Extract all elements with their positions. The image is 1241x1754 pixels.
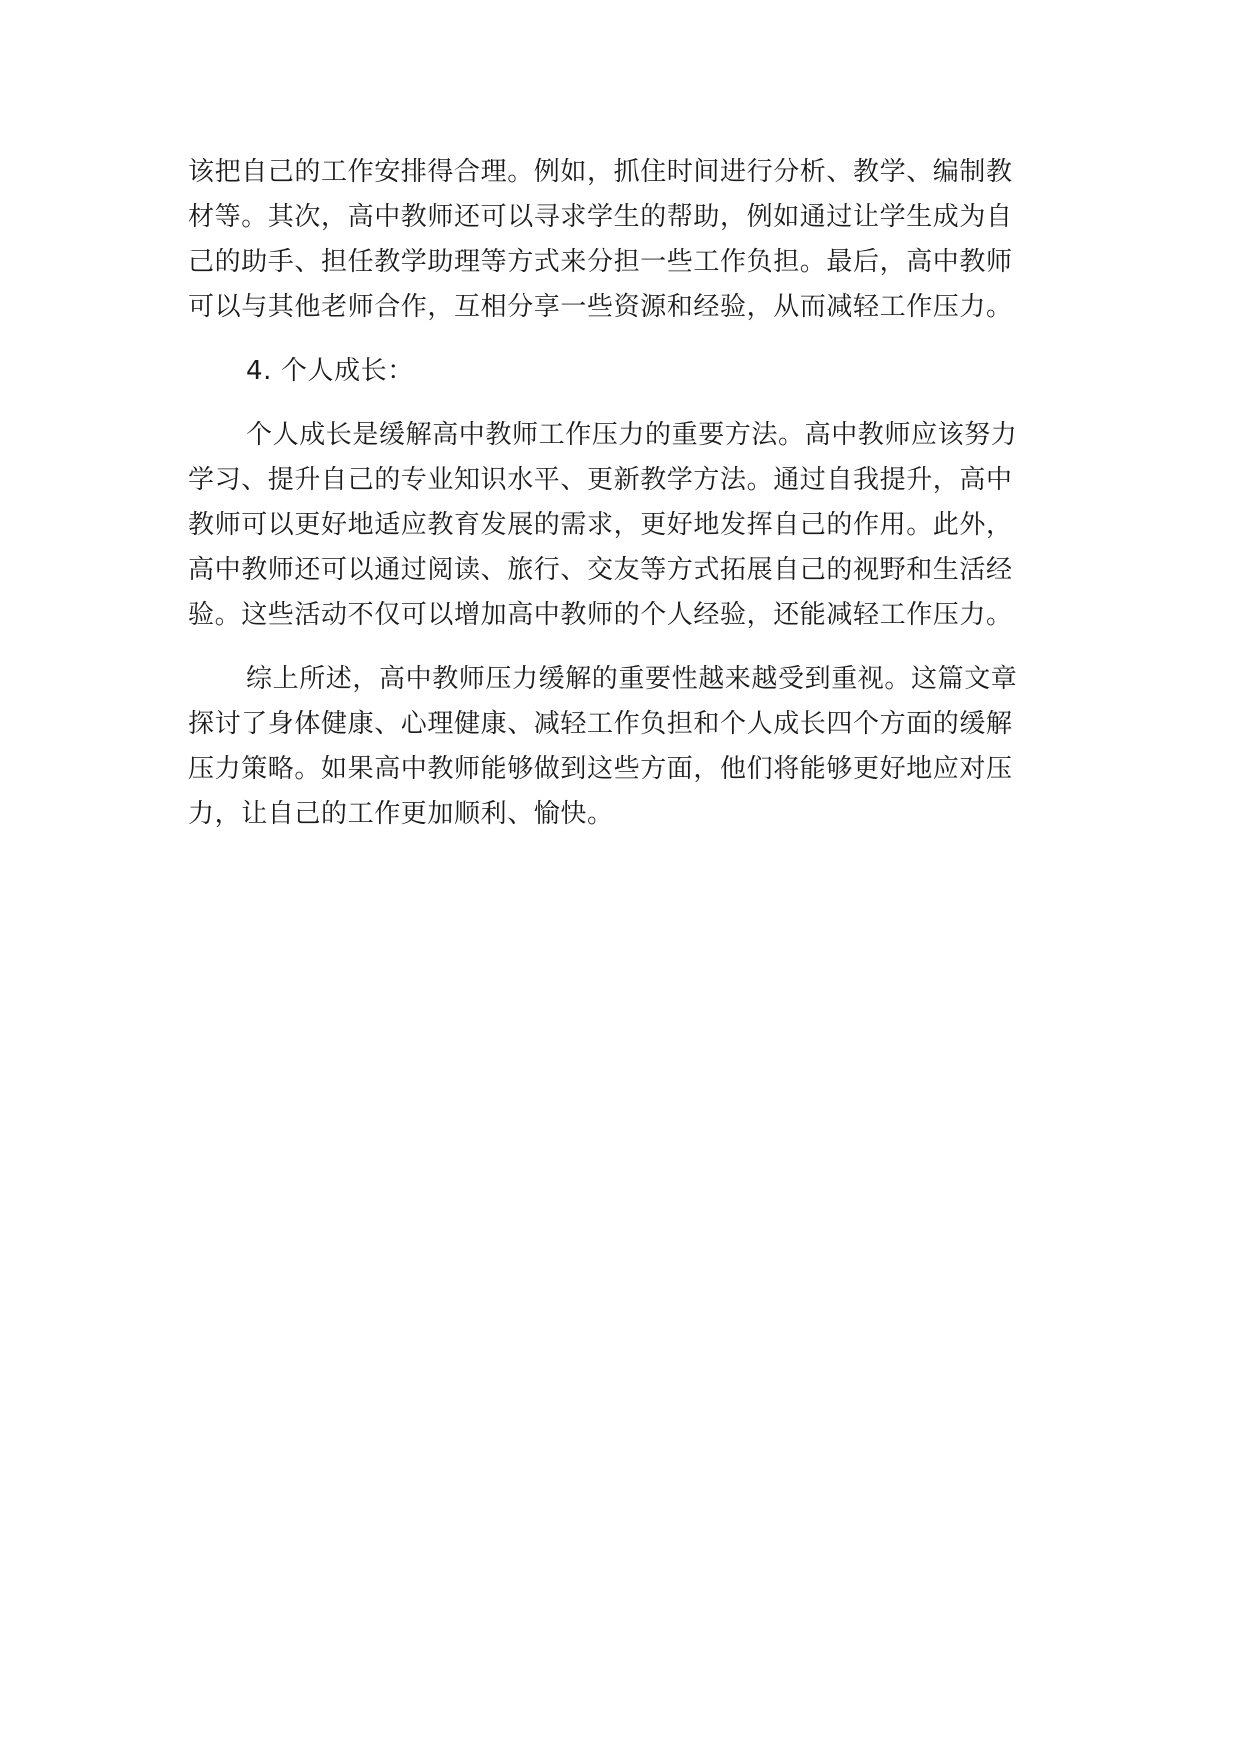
- document-body: [188, 150, 1038, 856]
- text-line: 教师可以更好地适应教育发展的需求，更好地发挥自己的作用。此外，: [188, 510, 1013, 540]
- paragraph-conclusion: [188, 657, 1038, 837]
- paragraph-workload: [188, 150, 1038, 330]
- heading-text: 4. 个人成长：: [246, 356, 414, 386]
- text-line: 压力策略。如果高中教师能够做到这些方面，他们将能够更好地应对压: [188, 754, 1013, 784]
- text-line: 探讨了身体健康、心理健康、减轻工作负担和个人成长四个方面的缓解: [188, 709, 1013, 739]
- text-line: 该把自己的工作安排得合理。例如，抓住时间进行分析、教学、编制教: [188, 157, 1013, 187]
- text-line: 材等。其次，高中教师还可以寻求学生的帮助，例如通过让学生成为自: [188, 202, 1013, 232]
- text-line: 力，让自己的工作更加顺利、愉快。: [188, 799, 614, 829]
- text-line: 可以与其他老师合作，互相分享一些资源和经验，从而减轻工作压力。: [188, 292, 1013, 322]
- text-line: 综上所述，高中教师压力缓解的重要性越来越受到重视。这篇文章: [246, 664, 1018, 694]
- text-line: 高中教师还可以通过阅读、旅行、交友等方式拓展自己的视野和生活经: [188, 555, 1013, 585]
- text-line: 验。这些活动不仅可以增加高中教师的个人经验，还能减轻工作压力。: [188, 600, 1013, 630]
- section-heading-personal-growth: [188, 349, 1038, 394]
- paragraph-personal-growth: [188, 413, 1038, 638]
- text-line: 个人成长是缓解高中教师工作压力的重要方法。高中教师应该努力: [246, 420, 1018, 450]
- text-line: 己的助手、担任教学助理等方式来分担一些工作负担。最后，高中教师: [188, 247, 1013, 277]
- text-line: 学习、提升自己的专业知识水平、更新教学方法。通过自我提升，高中: [188, 465, 1013, 495]
